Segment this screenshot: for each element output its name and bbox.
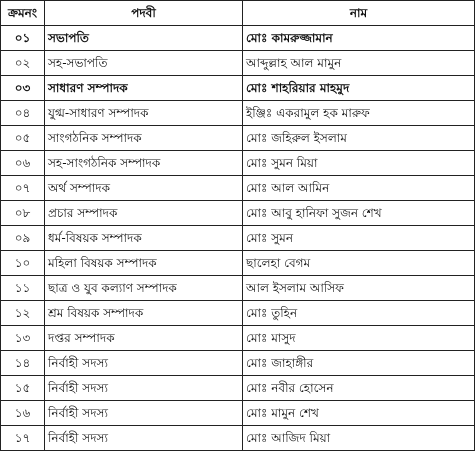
member-name-cell: ছালেহা বেগম xyxy=(243,251,475,276)
serial-number-cell: ১৭ xyxy=(1,426,45,451)
member-name-cell: মোঃ নবীর হোসেন xyxy=(243,376,475,401)
table-row xyxy=(1,351,475,376)
position-cell: নির্বাহী সদস্য xyxy=(45,376,243,401)
table-row xyxy=(1,51,475,76)
position-cell: নির্বাহী সদস্য xyxy=(45,426,243,451)
position-cell: ধর্ম-বিষয়ক সম্পাদক xyxy=(45,226,243,251)
serial-number-cell: ০৯ xyxy=(1,226,45,251)
table-header-row xyxy=(1,1,475,26)
member-name-cell: মোঃ তুহিন xyxy=(243,301,475,326)
table-row xyxy=(1,201,475,226)
position-cell: নির্বাহী সদস্য xyxy=(45,401,243,426)
serial-number-cell: ০১ xyxy=(1,26,45,51)
table-row xyxy=(1,376,475,401)
name-column-header: নাম xyxy=(243,1,475,26)
table-row xyxy=(1,301,475,326)
table-row xyxy=(1,151,475,176)
member-name-cell: ইঞ্জিঃ একরামুল হক মারুফ xyxy=(243,101,475,126)
position-cell: দপ্তর সম্পাদক xyxy=(45,326,243,351)
position-cell: সাংগঠনিক সম্পাদক xyxy=(45,126,243,151)
serial-number-cell: ০২ xyxy=(1,51,45,76)
member-name-cell: মোঃ সুমন মিয়া xyxy=(243,151,475,176)
serial-number-cell: ১৬ xyxy=(1,401,45,426)
position-cell: মহিলা বিষয়ক সম্পাদক xyxy=(45,251,243,276)
table-row xyxy=(1,126,475,151)
member-name-cell: আল ইসলাম আসিফ xyxy=(243,276,475,301)
member-name-cell: মোঃ কামরুজ্জামান xyxy=(243,26,475,51)
position-cell: প্রচার সম্পাদক xyxy=(45,201,243,226)
serial-number-cell: ১০ xyxy=(1,251,45,276)
serial-number-cell: ১৫ xyxy=(1,376,45,401)
serial-number-cell: ০৬ xyxy=(1,151,45,176)
position-cell: সহ-সভাপতি xyxy=(45,51,243,76)
position-cell: নির্বাহী সদস্য xyxy=(45,351,243,376)
table-row xyxy=(1,251,475,276)
member-name-cell: মোঃ আবু হানিফা সুজন শেখ xyxy=(243,201,475,226)
table-row xyxy=(1,76,475,101)
serial-number-cell: ১২ xyxy=(1,301,45,326)
member-name-cell: মোঃ আজিদ মিয়া xyxy=(243,426,475,451)
serial-column-header: ক্রমনং xyxy=(1,1,45,26)
position-cell: সভাপতি xyxy=(45,26,243,51)
table-body xyxy=(1,26,475,451)
member-name-cell: মোঃ জহিরুল ইসলাম xyxy=(243,126,475,151)
table-row xyxy=(1,101,475,126)
serial-number-cell: ০৭ xyxy=(1,176,45,201)
member-name-cell: মোঃ সুমন xyxy=(243,226,475,251)
position-cell: অর্থ সম্পাদক xyxy=(45,176,243,201)
table-row xyxy=(1,276,475,301)
serial-number-cell: ১৩ xyxy=(1,326,45,351)
position-cell: সাধারণ সম্পাদক xyxy=(45,76,243,101)
serial-number-cell: ০৮ xyxy=(1,201,45,226)
table-row xyxy=(1,26,475,51)
member-name-cell: মোঃ মাসুদ xyxy=(243,326,475,351)
serial-number-cell: ১৪ xyxy=(1,351,45,376)
serial-number-cell: ১১ xyxy=(1,276,45,301)
member-name-cell: মোঃ শাহরিয়ার মাহমুদ xyxy=(243,76,475,101)
member-name-cell: মোঃ মামুন শেখ xyxy=(243,401,475,426)
member-name-cell: আব্দুল্লাহ আল মামুন xyxy=(243,51,475,76)
table-row xyxy=(1,426,475,451)
position-cell: সহ-সাংগঠনিক সম্পাদক xyxy=(45,151,243,176)
table-row xyxy=(1,176,475,201)
position-column-header: পদবী xyxy=(45,1,243,26)
serial-number-cell: ০৩ xyxy=(1,76,45,101)
table-row xyxy=(1,401,475,426)
member-name-cell: মোঃ আল আমিন xyxy=(243,176,475,201)
serial-number-cell: ০৫ xyxy=(1,126,45,151)
serial-number-cell: ০৪ xyxy=(1,101,45,126)
table-row xyxy=(1,326,475,351)
position-cell: ছাত্র ও যুব কল্যাণ সম্পাদক xyxy=(45,276,243,301)
position-cell: শ্রম বিষয়ক সম্পাদক xyxy=(45,301,243,326)
table-row xyxy=(1,226,475,251)
position-cell: যুগ্ম-সাধারণ সম্পাদক xyxy=(45,101,243,126)
member-name-cell: মোঃ জাহাঙ্গীর xyxy=(243,351,475,376)
